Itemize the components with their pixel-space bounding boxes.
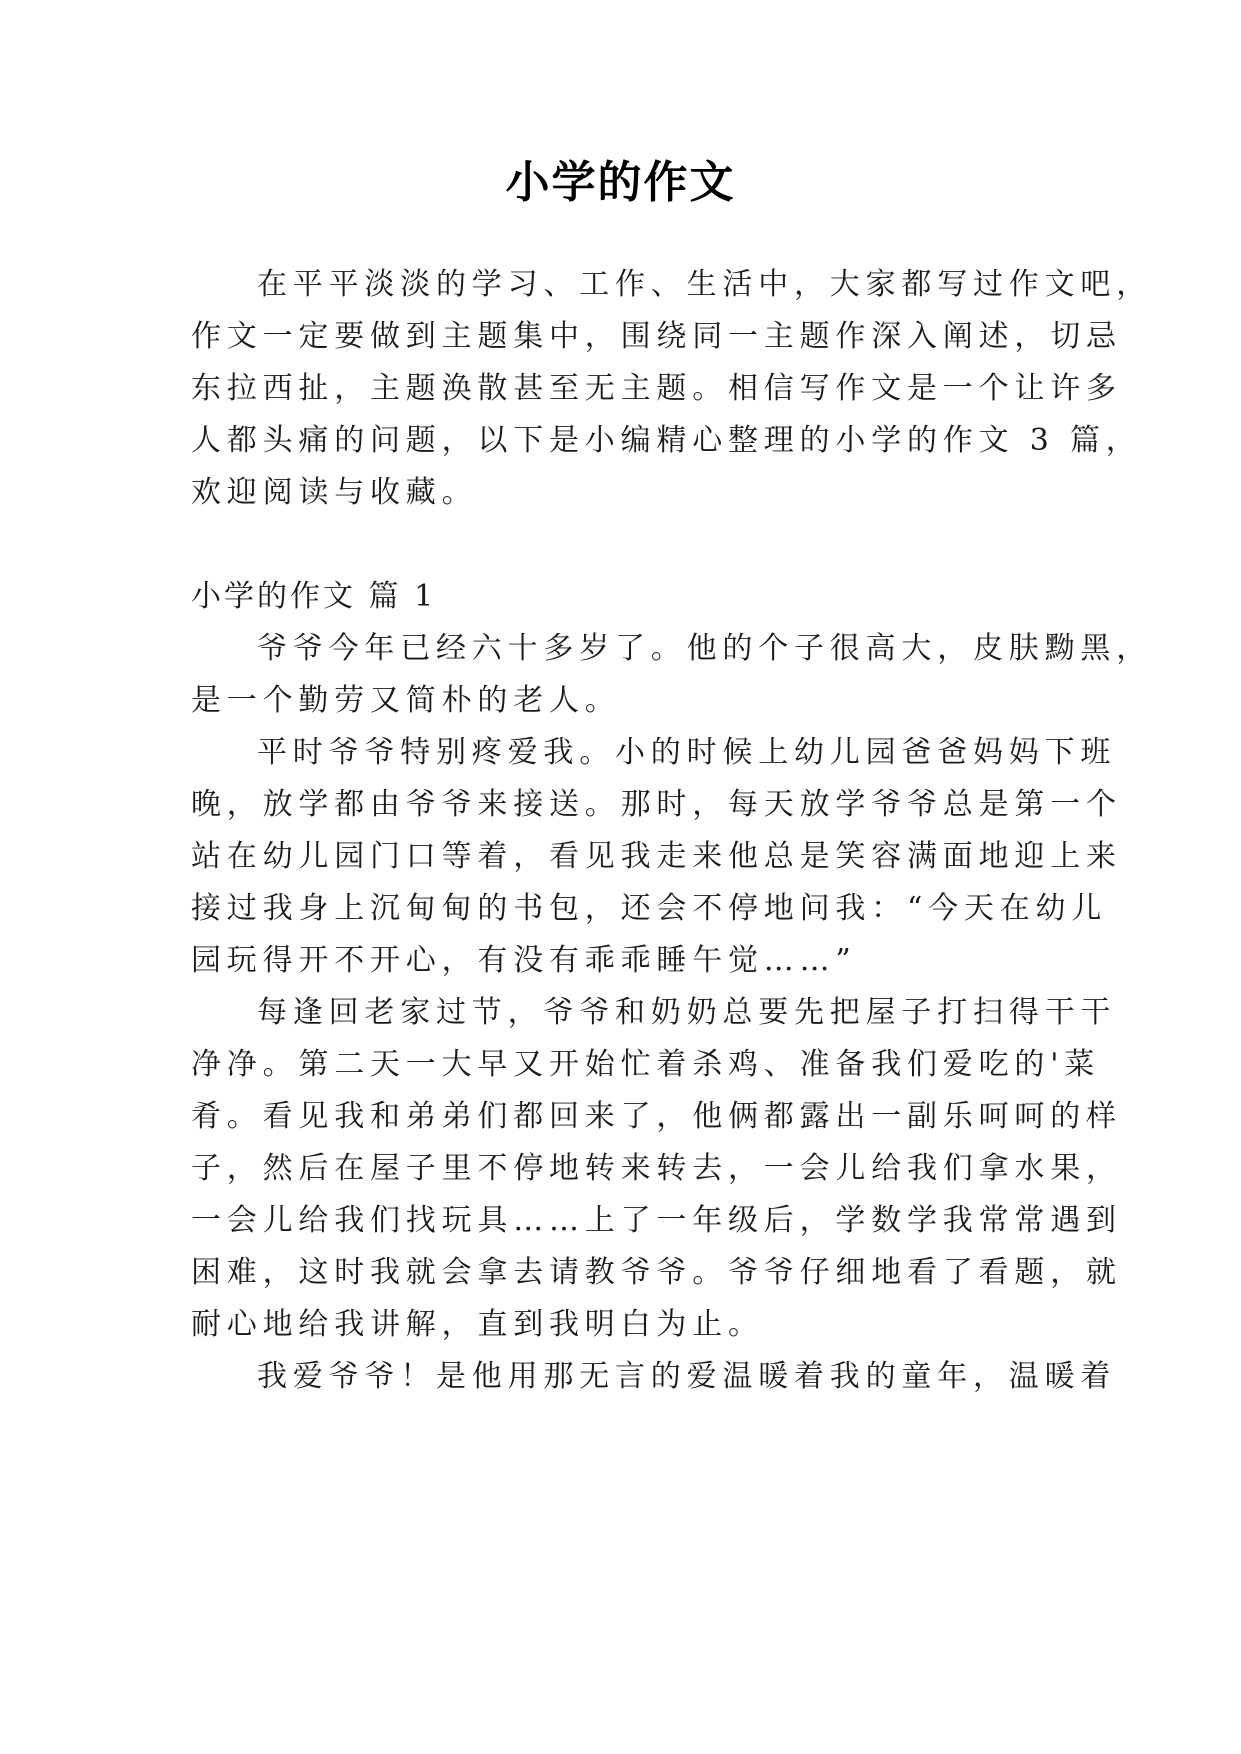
essay-line-1: 爷爷今年已经六十多岁了。他的个子很高大，皮肤黝黑， <box>257 631 1152 666</box>
intro-line-3: 东拉西扯，主题涣散甚至无主题。相信写作文是一个让许多 <box>191 371 1122 406</box>
essay-line-2: 是一个勤劳又简朴的老人。 <box>191 683 621 718</box>
essay-line-3: 平时爷爷特别疼爱我。小的时候上幼儿园爸爸妈妈下班 <box>257 735 1117 770</box>
essay-line-12: 一会儿给我们找玩具……上了一年级后，学数学我常常遇到 <box>191 1203 1122 1238</box>
intro-line-4: 人都头痛的问题，以下是小编精心整理的小学的作文 3 篇， <box>191 423 1142 458</box>
essay-line-9: 净净。第二天一大早又开始忙着杀鸡、准备我们爱吃的'菜 <box>191 1047 1101 1082</box>
section-heading-1: 小学的作文 篇 1 <box>191 579 437 614</box>
intro-line-2: 作文一定要做到主题集中，围绕同一主题作深入阐述，切忌 <box>191 319 1122 354</box>
essay-line-6: 接过我身上沉甸甸的书包，还会不停地问我：“今天在幼儿 <box>191 891 1108 926</box>
essay-line-14: 耐心地给我讲解，直到我明白为止。 <box>191 1307 764 1342</box>
essay-line-10: 肴。看见我和弟弟们都回来了，他俩都露出一副乐呵呵的样 <box>191 1099 1122 1134</box>
essay-line-11: 子，然后在屋子里不停地转来转去，一会儿给我们拿水果， <box>191 1151 1122 1186</box>
intro-line-1: 在平平淡淡的学习、工作、生活中，大家都写过作文吧， <box>257 267 1152 302</box>
essay-line-15: 我爱爷爷！是他用那无言的爱温暖着我的童年，温暖着 <box>257 1359 1117 1394</box>
essay-line-4: 晚，放学都由爷爷来接送。那时，每天放学爷爷总是第一个 <box>191 787 1122 822</box>
intro-line-5: 欢迎阅读与收藏。 <box>191 475 478 510</box>
essay-line-13: 困难，这时我就会拿去请教爷爷。爷爷仔细地看了看题，就 <box>191 1255 1122 1290</box>
essay-line-5: 站在幼儿园门口等着，看见我走来他总是笑容满面地迎上来 <box>191 839 1122 874</box>
document-title: 小学的作文 <box>505 157 736 208</box>
essay-line-7: 园玩得开不开心，有没有乖乖睡午觉……” <box>191 943 857 978</box>
essay-line-8: 每逢回老家过节，爷爷和奶奶总要先把屋子打扫得干干 <box>257 995 1117 1030</box>
